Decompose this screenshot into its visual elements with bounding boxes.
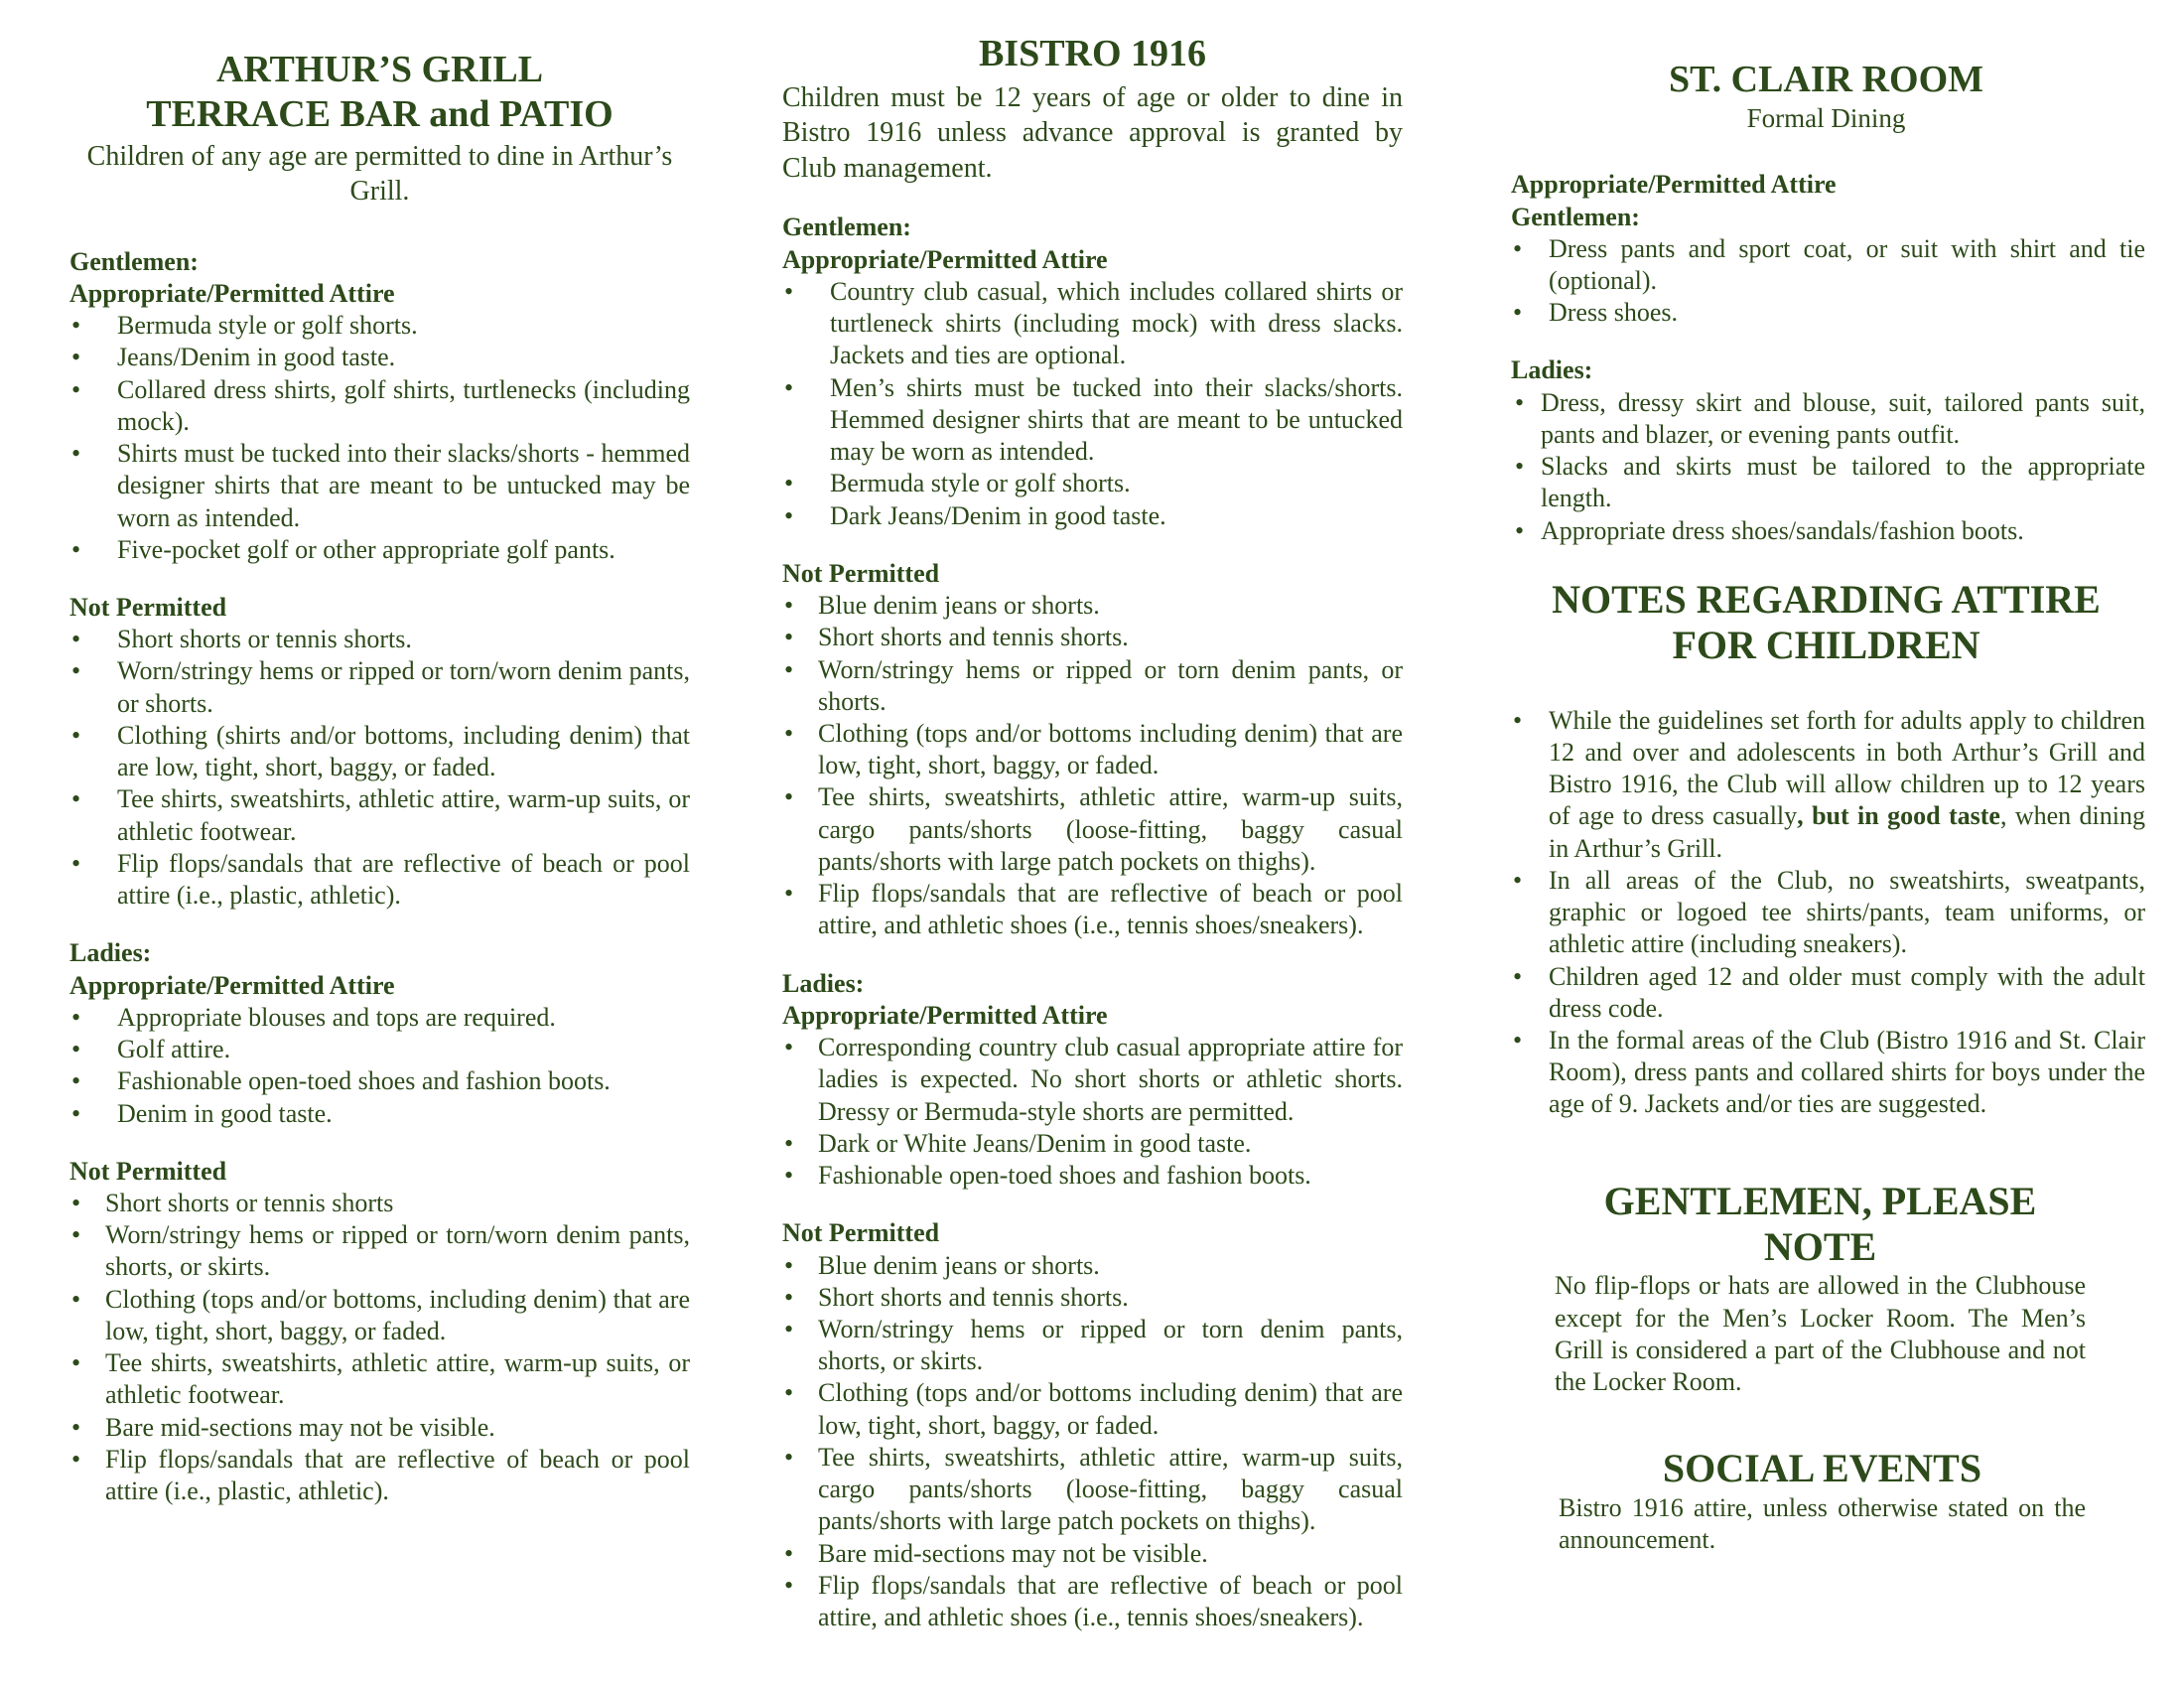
gentlemen-note-section [1507, 1179, 2145, 1399]
list-item: • Bare mid-sections may not be visible. [69, 1412, 690, 1444]
list-item: • Blue denim jeans or shorts. [782, 1250, 1403, 1282]
arthurs-gentlemen-heading: Gentlemen: [69, 246, 199, 276]
arthurs-gentlemen-permitted-list [69, 310, 690, 566]
list-item: • Worn/stringy hems or ripped or torn/worn denim pants, or shorts. [69, 655, 690, 719]
bistro-column [782, 32, 1403, 1633]
list-item: • In the formal areas of the Club (Bistro 1916 and St. Clair Room), dress pants and collared shirts for boys under the age of 9. Jackets and/or ties are suggested. [1511, 1025, 2145, 1121]
stclair-title: ST. CLAIR ROOM [1668, 59, 1984, 100]
list-item: • Shirts must be tucked into their slacks/shorts - hemmed designer shirts that are meant to be untucked may be worn as intended. [69, 438, 690, 534]
arthurs-title-line1: ARTHUR’S GRILL [215, 49, 544, 90]
list-item: • Flip flops/sandals that are reflective of beach or pool attire (i.e., plastic, athletic). [69, 1444, 690, 1507]
bistro-ladies-heading: Ladies: [782, 968, 865, 998]
stclair-ladies-heading: Ladies: [1511, 355, 1593, 385]
list-item: • Flip flops/sandals that are reflective of beach or pool attire (i.e., plastic, athletic). [69, 848, 690, 912]
stclair-attire [1507, 169, 2145, 547]
stclair-gentlemen-heading: Gentlemen: [1511, 202, 1640, 231]
list-item: • Flip flops/sandals that are reflective of beach or pool attire, and athletic shoes (i.e., tennis shoes/sneakers). [782, 878, 1403, 941]
list-item: • Appropriate dress shoes/sandals/fashion boots. [1511, 515, 2145, 547]
social-events-text: Bistro 1916 attire, unless otherwise stated on the announcement. [1559, 1492, 2086, 1555]
bistro-ladies-not-permitted-list [782, 1250, 1403, 1634]
children-notes-title-line2: FOR CHILDREN [1672, 623, 1980, 668]
list-item: • Bare mid-sections may not be visible. [782, 1538, 1403, 1570]
list-item: • Worn/stringy hems or ripped or torn denim pants, or shorts. [782, 654, 1403, 718]
list-item: • Tee shirts, sweatshirts, athletic attire, warm-up suits, cargo pants/shorts (loose-fitting, baggy casual pants/shorts with large patch pockets on thighs). [782, 781, 1403, 878]
stclair-permitted-heading: Appropriate/Permitted Attire [1511, 170, 1837, 200]
arthurs-ladies-permitted-list [69, 1002, 690, 1130]
list-item: • Tee shirts, sweatshirts, athletic attire, warm-up suits, cargo pants/shorts (loose-fitting, baggy casual pants/shorts with large patch pockets on thighs). [782, 1442, 1403, 1538]
list-item: • Clothing (tops and/or bottoms, including denim) that are low, tight, short, baggy, or faded. [69, 1284, 690, 1347]
children-note-emphasis: , but in good taste [1797, 801, 2000, 831]
list-item: • Short shorts or tennis shorts [69, 1188, 690, 1219]
list-item: • Fashionable open-toed shoes and fashion boots. [782, 1160, 1403, 1192]
list-item: • Short shorts and tennis shorts. [782, 1282, 1403, 1314]
arthurs-gentlemen-not-permitted-list [69, 624, 690, 912]
list-item: • Worn/stringy hems or ripped or torn denim pants, shorts, or skirts. [782, 1314, 1403, 1377]
stclair-ladies-list [1511, 387, 2145, 547]
list-item: • Short shorts and tennis shorts. [782, 622, 1403, 653]
list-item: • Dark Jeans/Denim in good taste. [782, 500, 1403, 532]
arthurs-gentlemen-permitted-heading: Appropriate/Permitted Attire [69, 278, 395, 308]
gentlemen-note-text: No flip-flops or hats are allowed in the Clubhouse except for the Men’s Locker Room. The Men’s Grill is considered a part of the Clubhouse and not the Locker Room. [1555, 1271, 2086, 1397]
bistro-gentlemen-not-permitted-list [782, 590, 1403, 942]
bistro-ladies-permitted-heading: Appropriate/Permitted Attire [782, 1000, 1108, 1030]
children-note-text: While the guidelines set forth for adults apply to children 12 and over and adolescents in both Arthur’s Grill and Bistro 1916, the Club will allow children up to 12 years of age to dress casually [1549, 705, 2145, 831]
list-item: • Dark or White Jeans/Denim in good taste. [782, 1128, 1403, 1160]
list-item: • Dress, dressy skirt and blouse, suit, tailored pants suit, pants and blazer, or evening pants outfit. [1511, 387, 2145, 451]
list-item: • Clothing (tops and/or bottoms including denim) that are low, tight, short, baggy, or faded. [782, 718, 1403, 781]
arthurs-intro: Children of any age are permitted to dine in Arthur’s Grill. [86, 140, 673, 207]
stclair-gentlemen-list [1511, 233, 2145, 330]
list-item: • Tee shirts, sweatshirts, athletic attire, warm-up suits, or athletic footwear. [69, 783, 690, 847]
social-events-title: SOCIAL EVENTS [1662, 1446, 1982, 1491]
children-notes-title-line1: NOTES REGARDING ATTIRE [1552, 576, 2101, 622]
list-item: • Children aged 12 and older must comply with the adult dress code. [1511, 961, 2145, 1025]
list-item: • Short shorts or tennis shorts. [69, 624, 690, 655]
list-item: • Bermuda style or golf shorts. [782, 468, 1403, 499]
arthurs-grill-column [69, 48, 690, 1507]
list-item: • Clothing (tops and/or bottoms including denim) that are low, tight, short, baggy, or faded. [782, 1377, 1403, 1441]
list-item: • Corresponding country club casual appropriate attire for ladies is expected. No short shorts or athletic shorts. Dressy or Bermuda-style shorts are permitted. [782, 1032, 1403, 1128]
bistro-ladies-permitted-list [782, 1032, 1403, 1192]
list-item: • Country club casual, which includes collared shirts or turtleneck shirts (including mock) with dress slacks. Jackets and ties are optional. [782, 276, 1403, 372]
arthurs-ladies-not-permitted-list [69, 1188, 690, 1507]
list-item: • Collared dress shirts, golf shirts, turtlenecks (including mock). [69, 374, 690, 438]
list-item: • Men’s shirts must be tucked into their slacks/shorts. Hemmed designer shirts that are meant to be untucked may be worn as intended. [782, 372, 1403, 469]
list-item: • Jeans/Denim in good taste. [69, 342, 690, 373]
list-item: • Fashionable open-toed shoes and fashion boots. [69, 1065, 690, 1097]
list-item: • Dress shoes. [1511, 297, 2145, 329]
list-item: • Golf attire. [69, 1034, 690, 1065]
stclair-subtitle: Formal Dining [1746, 102, 1906, 133]
bistro-gentlemen-not-permitted-heading: Not Permitted [782, 558, 940, 588]
bistro-title: BISTRO 1916 [978, 33, 1207, 74]
list-item [1511, 705, 2145, 865]
arthurs-ladies-not-permitted-heading: Not Permitted [69, 1156, 227, 1186]
arthurs-title-line2: TERRACE BAR and PATIO [146, 92, 614, 135]
list-item: • Bermuda style or golf shorts. [69, 310, 690, 342]
list-item: • Dress pants and sport coat, or suit with shirt and tie (optional). [1511, 233, 2145, 297]
bistro-intro: Children must be 12 years of age or older to dine in Bistro 1916 unless advance approval is granted by Club management. [782, 81, 1403, 184]
bistro-gentlemen-permitted-list [782, 276, 1403, 532]
arthurs-ladies-permitted-heading: Appropriate/Permitted Attire [69, 970, 395, 1000]
arthurs-gentlemen-not-permitted-heading: Not Permitted [69, 593, 227, 622]
gentlemen-note-title: GENTLEMEN, PLEASE NOTE [1603, 1178, 2037, 1270]
list-item: • Five-pocket golf or other appropriate golf pants. [69, 534, 690, 566]
list-item: • Denim in good taste. [69, 1098, 690, 1130]
list-item: • Appropriate blouses and tops are required. [69, 1002, 690, 1034]
list-item: • Worn/stringy hems or ripped or torn/worn denim pants, shorts, or skirts. [69, 1219, 690, 1283]
bistro-gentlemen-heading: Gentlemen: [782, 212, 911, 242]
list-item: • In all areas of the Club, no sweatshirts, sweatpants, graphic or logoed tee shirts/pants, team uniforms, or athletic attire (including sneakers). [1511, 865, 2145, 961]
st-clair-column [1507, 58, 2145, 1556]
list-item: • Slacks and skirts must be tailored to the appropriate length. [1511, 451, 2145, 514]
bistro-ladies-not-permitted-heading: Not Permitted [782, 1218, 940, 1248]
list-item: • Flip flops/sandals that are reflective of beach or pool attire, and athletic shoes (i.e., tennis shoes/sneakers). [782, 1570, 1403, 1633]
list-item: • Blue denim jeans or shorts. [782, 590, 1403, 622]
arthurs-ladies-heading: Ladies: [69, 938, 152, 968]
list-item: • Clothing (shirts and/or bottoms, including denim) that are low, tight, short, baggy, or faded. [69, 720, 690, 783]
children-note-text-end: , when dining in Arthur’s Grill. [1549, 801, 2146, 863]
bistro-gentlemen-permitted-heading: Appropriate/Permitted Attire [782, 244, 1108, 274]
social-events-section [1507, 1446, 2145, 1556]
children-notes-list [1507, 705, 2145, 1121]
list-item: • Tee shirts, sweatshirts, athletic attire, warm-up suits, or athletic footwear. [69, 1347, 690, 1411]
